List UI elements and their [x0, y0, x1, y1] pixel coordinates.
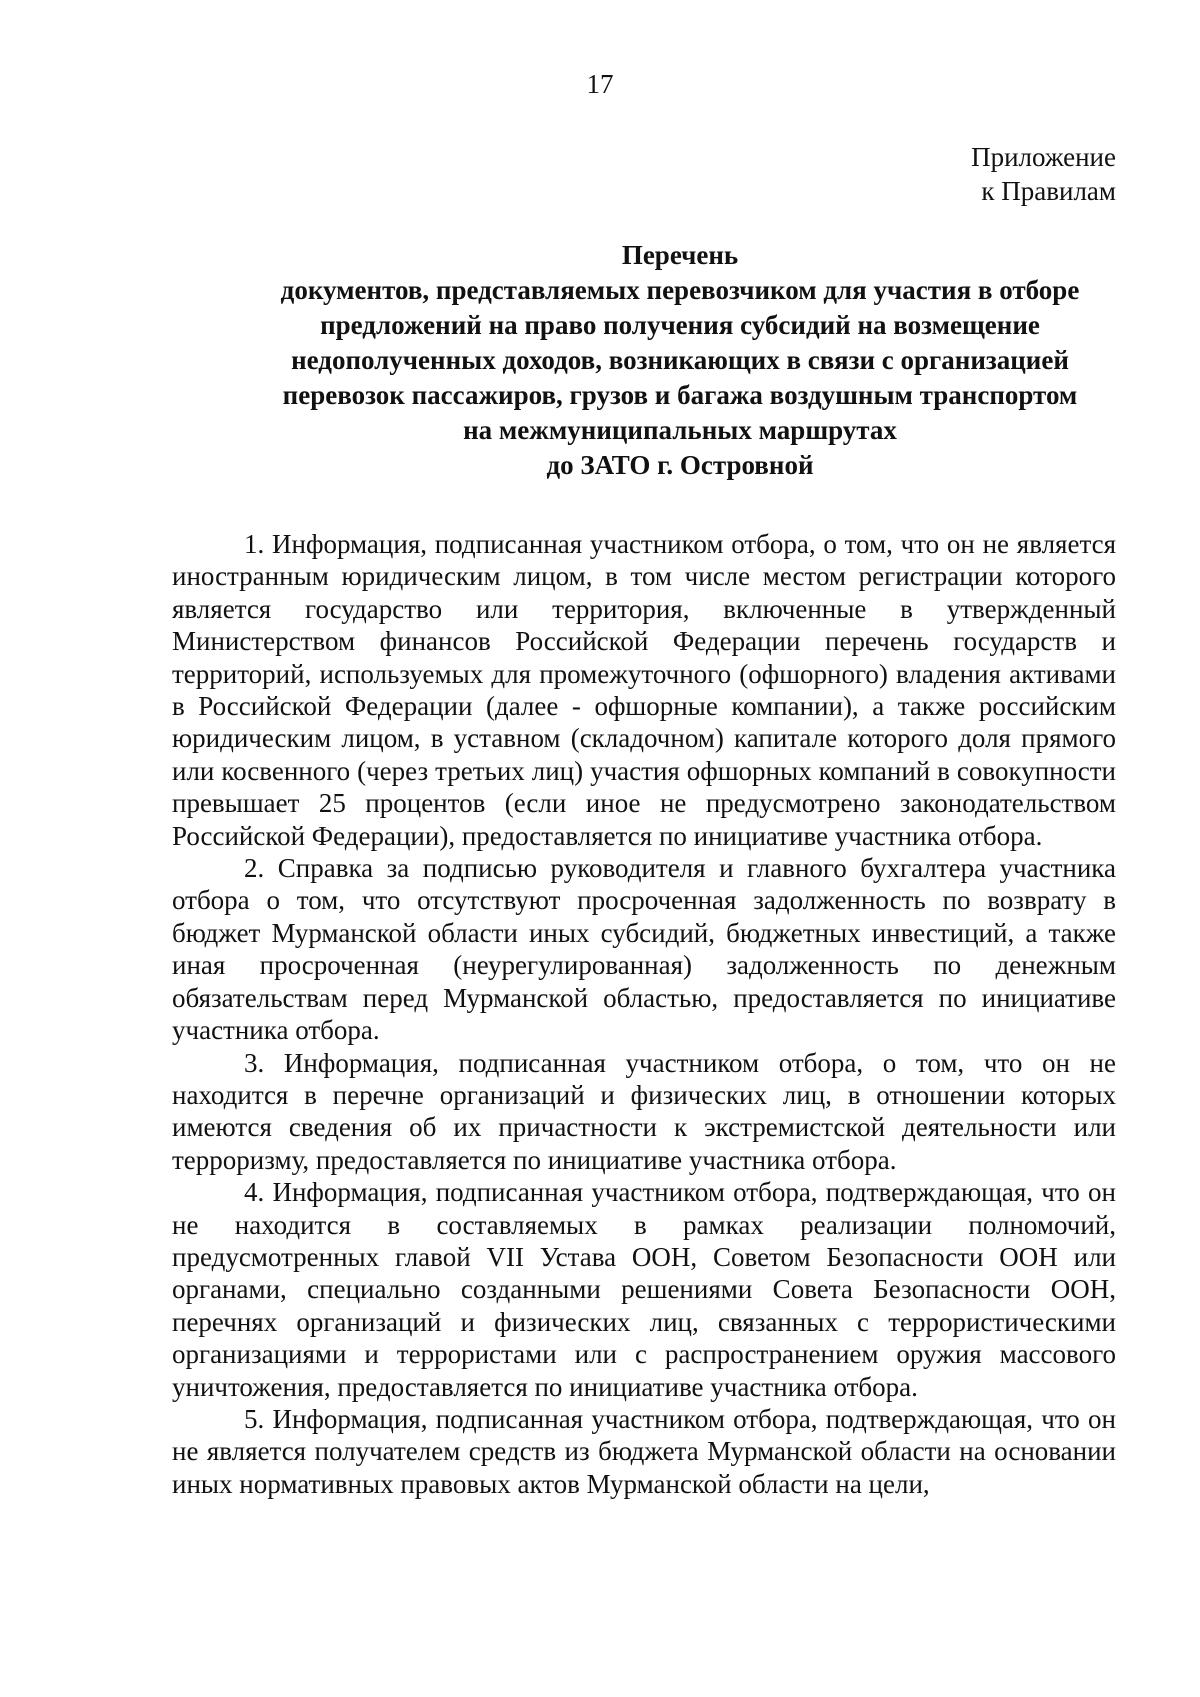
- title-line-3: предложений на право получения субсидий на возмещение: [320, 310, 1040, 340]
- paragraph-5: 5. Информация, подписанная участником отбора, подтверждающая, что он не является получателем средств из бюджета Мурманской области на основании иных нормативных правовых актов Мурманской области на цели,: [172, 1403, 1116, 1499]
- title-line-7: до ЗАТО г. Островной: [546, 450, 814, 480]
- title-line-1: Перечень: [621, 240, 739, 270]
- title-line-5: перевозок пассажиров, грузов и багажа воздушным транспортом: [282, 380, 1078, 410]
- document-title: [160, 238, 1200, 483]
- appendix-heading: [971, 140, 1116, 208]
- paragraph-2: 2. Справка за подписью руководителя и главного бухгалтера участника отбора о том, что отсутствуют просроченная задолженность по возврату в бюджет Мурманской области иных субсидий, бюджетных инвестиций, а также иная просроченная (неурегулированная) задолженность по денежным обязательствам перед Мурманской областью, предоставляется по инициативе участника отбора.: [172, 853, 1116, 1046]
- paragraph-4: 4. Информация, подписанная участником отбора, подтверждающая, что он не находится в составляемых в рамках реализации полномочий, предусмотренных главой VII Устава ООН, Советом Безопасности ООН или органами, специально созданными решениями Совета Безопасности ООН, перечнях организаций и физических лиц, связанных с террористическими организациями и террористами или с распространением оружия массового уничтожения, предоставляется по инициативе участника отбора.: [172, 1177, 1116, 1402]
- appendix-line-1: Приложение: [971, 142, 1116, 172]
- paragraph-3: 3. Информация, подписанная участником отбора, о том, что он не находится в перечне организаций и физических лиц, в отношении которых имеются сведения об их причастности к экстремистской деятельности или терроризму, предоставляется по инициативе участника отбора.: [172, 1047, 1116, 1175]
- page-number: 17: [586, 69, 614, 99]
- title-line-2: документов, представляемых перевозчиком для участия в отборе: [280, 275, 1080, 305]
- title-line-6: на межмуниципальных маршрутах: [463, 415, 897, 445]
- appendix-line-2: к Правилам: [981, 176, 1116, 206]
- document-body: [172, 528, 1116, 1500]
- title-line-4: недополученных доходов, возникающих в связи с организацией: [291, 345, 1069, 375]
- paragraph-1: 1. Информация, подписанная участником отбора, о том, что он не является иностранным юридическим лицом, в том числе местом регистрации которого является государство или территория, включенные в утвержденный Министерством финансов Российской Федерации перечень государств и территорий, используемых для промежуточного (офшорного) владения активами в Российской Федерации (далее - офшорные компании), а также российским юридическим лицом, в уставном (складочном) капитале которого доля прямого или косвенного (через третьих лиц) участия офшорных компаний в совокупности превышает 25 процентов (если иное не предусмотрено законодательством Российской Федерации), предоставляется по инициативе участника отбора.: [172, 529, 1116, 851]
